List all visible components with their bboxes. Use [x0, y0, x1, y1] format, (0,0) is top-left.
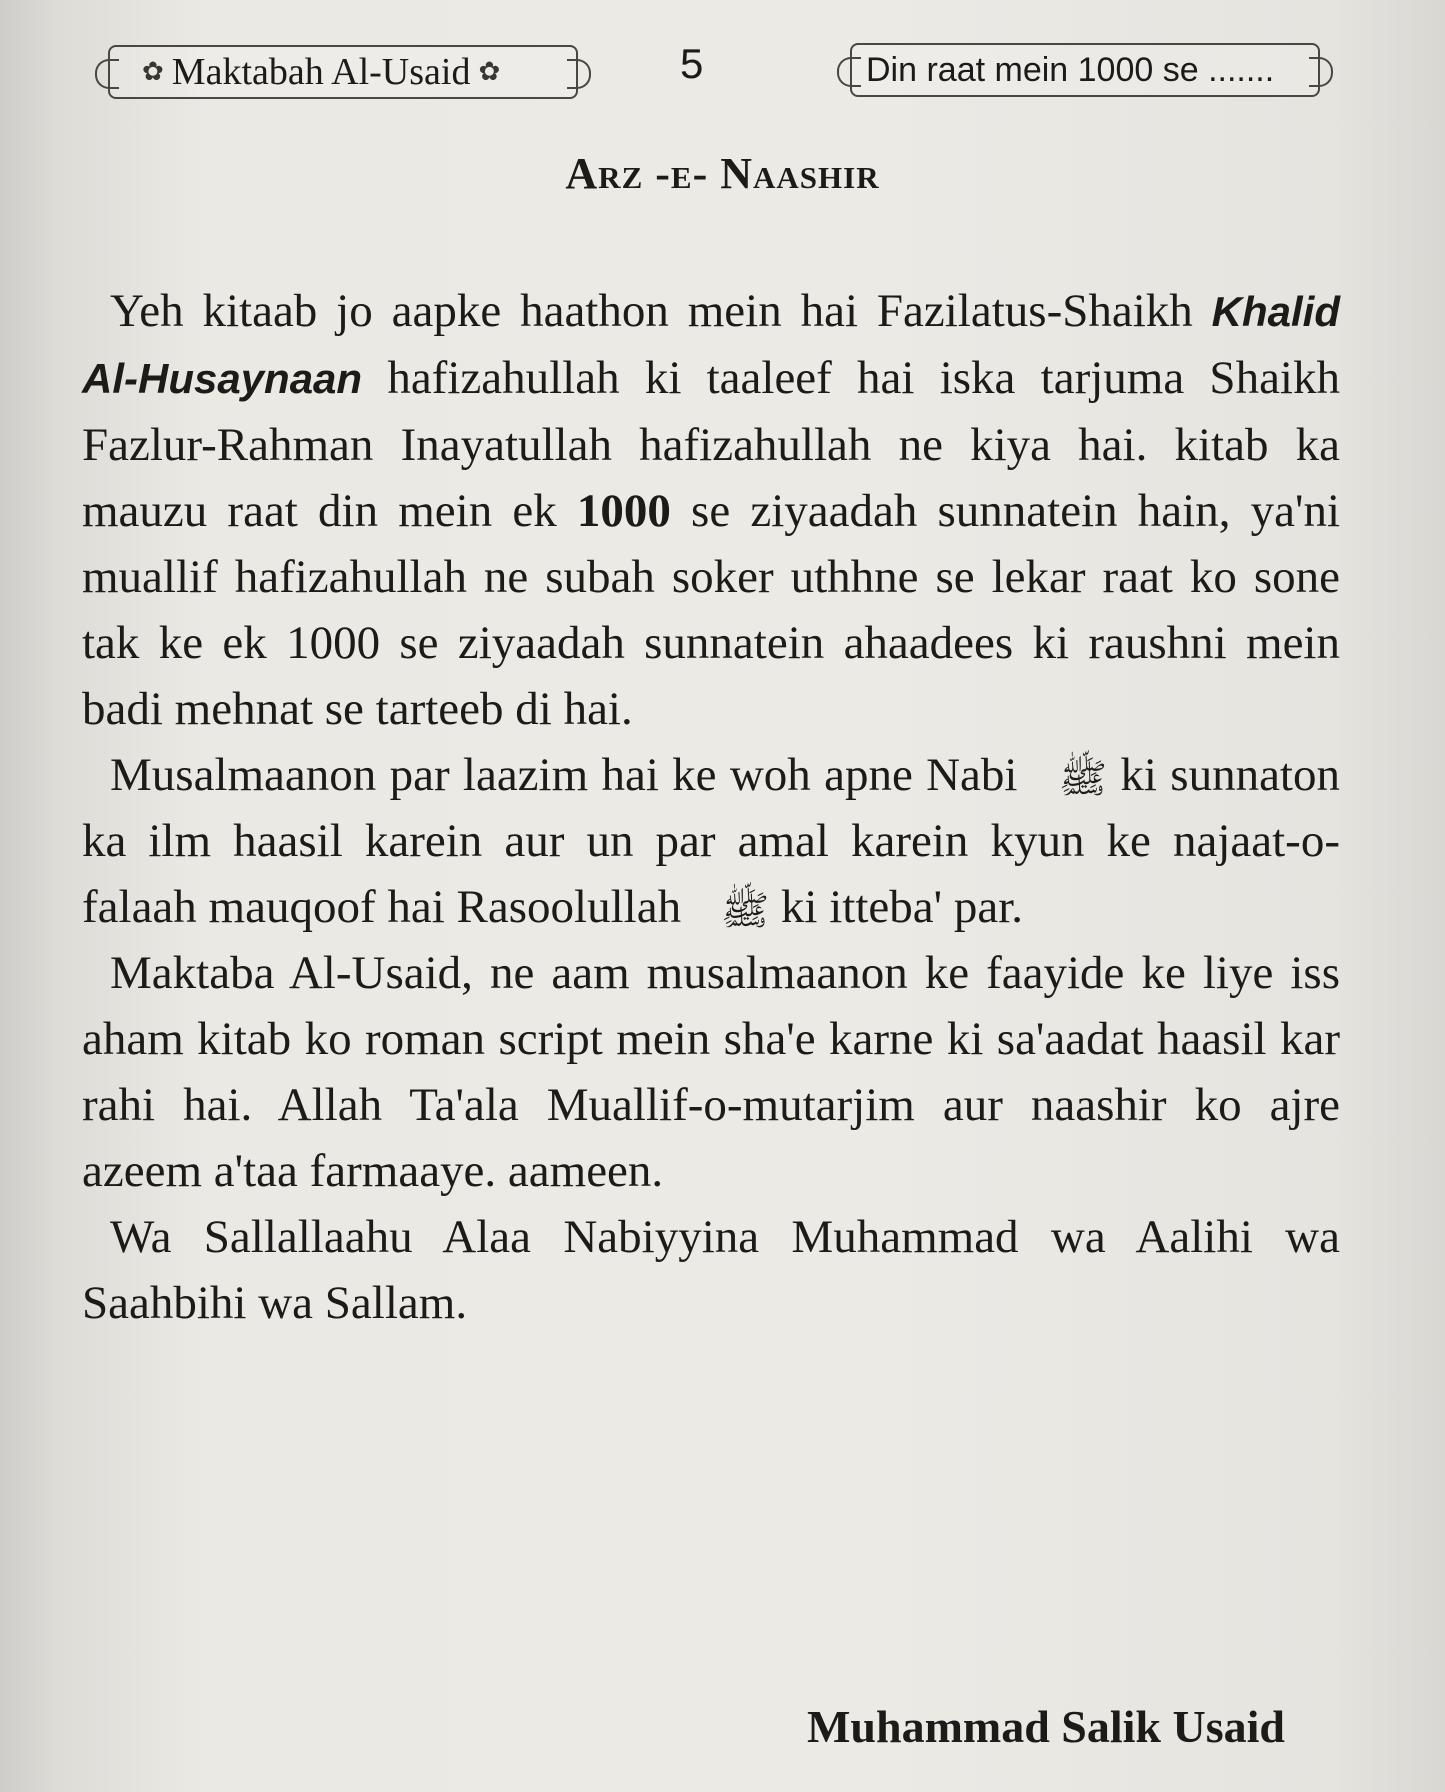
sunnah-count: 1000 — [576, 485, 671, 537]
paragraph-text: Yeh kitaab jo aapke haathon mein hai Fazilatus-Shaikh — [110, 285, 1212, 337]
page-header — [0, 30, 1445, 120]
paragraph-publisher: Maktaba Al-Usaid, ne aam musalmaanon ke faayide ke liye iss aham kitab ko roman script mein sha'e karne ki sa'aadat haasil kar rahi hai. Allah Ta'ala Muallif-o-mutarjim aur naashir ko ajre azeem a'taa farmaaye. aameen. — [82, 947, 1340, 1197]
paragraph-text: hafizahullah ki taaleef hai iska tarjuma Shaikh Fazlur-Rahman Inayatullah hafizahullah ne kiya hai. kitab ka mauzu raat din mein ek — [82, 352, 1340, 537]
salutation-icon: ﷺ — [1058, 756, 1108, 802]
paragraph-text: se ziyaadah sunnatein hain, ya'ni muallif hafizahullah ne subah soker uthhne se lekar raat ko sone tak ke ek 1000 se ziyaadah sunnatein ahaadees ki raushni mein badi mehnat se tarteeb di hai. — [82, 485, 1341, 735]
paragraph-intro — [82, 278, 1340, 742]
salutation-icon: ﷺ — [720, 888, 770, 934]
publisher-label-box — [108, 45, 578, 99]
paragraph-text: Musalmaanon par laazim hai ke woh apne Nabi — [110, 749, 1031, 801]
flower-icon: ✿ — [142, 57, 164, 86]
body-text — [82, 278, 1340, 1336]
book-title-box — [850, 43, 1320, 97]
page-number: 5 — [680, 40, 704, 87]
paragraph-text: ki sunnaton ka ilm haasil karein aur un par amal karein kyun ke najaat-o-falaah mauqoof hai Rasoolullah — [82, 749, 1340, 933]
flower-icon: ✿ — [478, 57, 501, 86]
section-title: Arz -e- Naashir — [565, 149, 880, 198]
signature: Muhammad Salik Usaid — [806, 1701, 1285, 1752]
paragraph-closing: Wa Sallallaahu Alaa Nabiyyina Muhammad wa Aalihi wa Saahbihi wa Sallam. — [82, 1211, 1340, 1329]
publisher-label: Maktabah Al-Usaid — [171, 51, 471, 93]
author-name: Khalid Al-Husaynaan — [82, 288, 1340, 402]
paragraph-sunnah — [82, 742, 1340, 940]
book-title-label: Din raat mein 1000 se ....... — [866, 50, 1275, 89]
paragraph-text: ki itteba' par. — [769, 881, 1023, 933]
